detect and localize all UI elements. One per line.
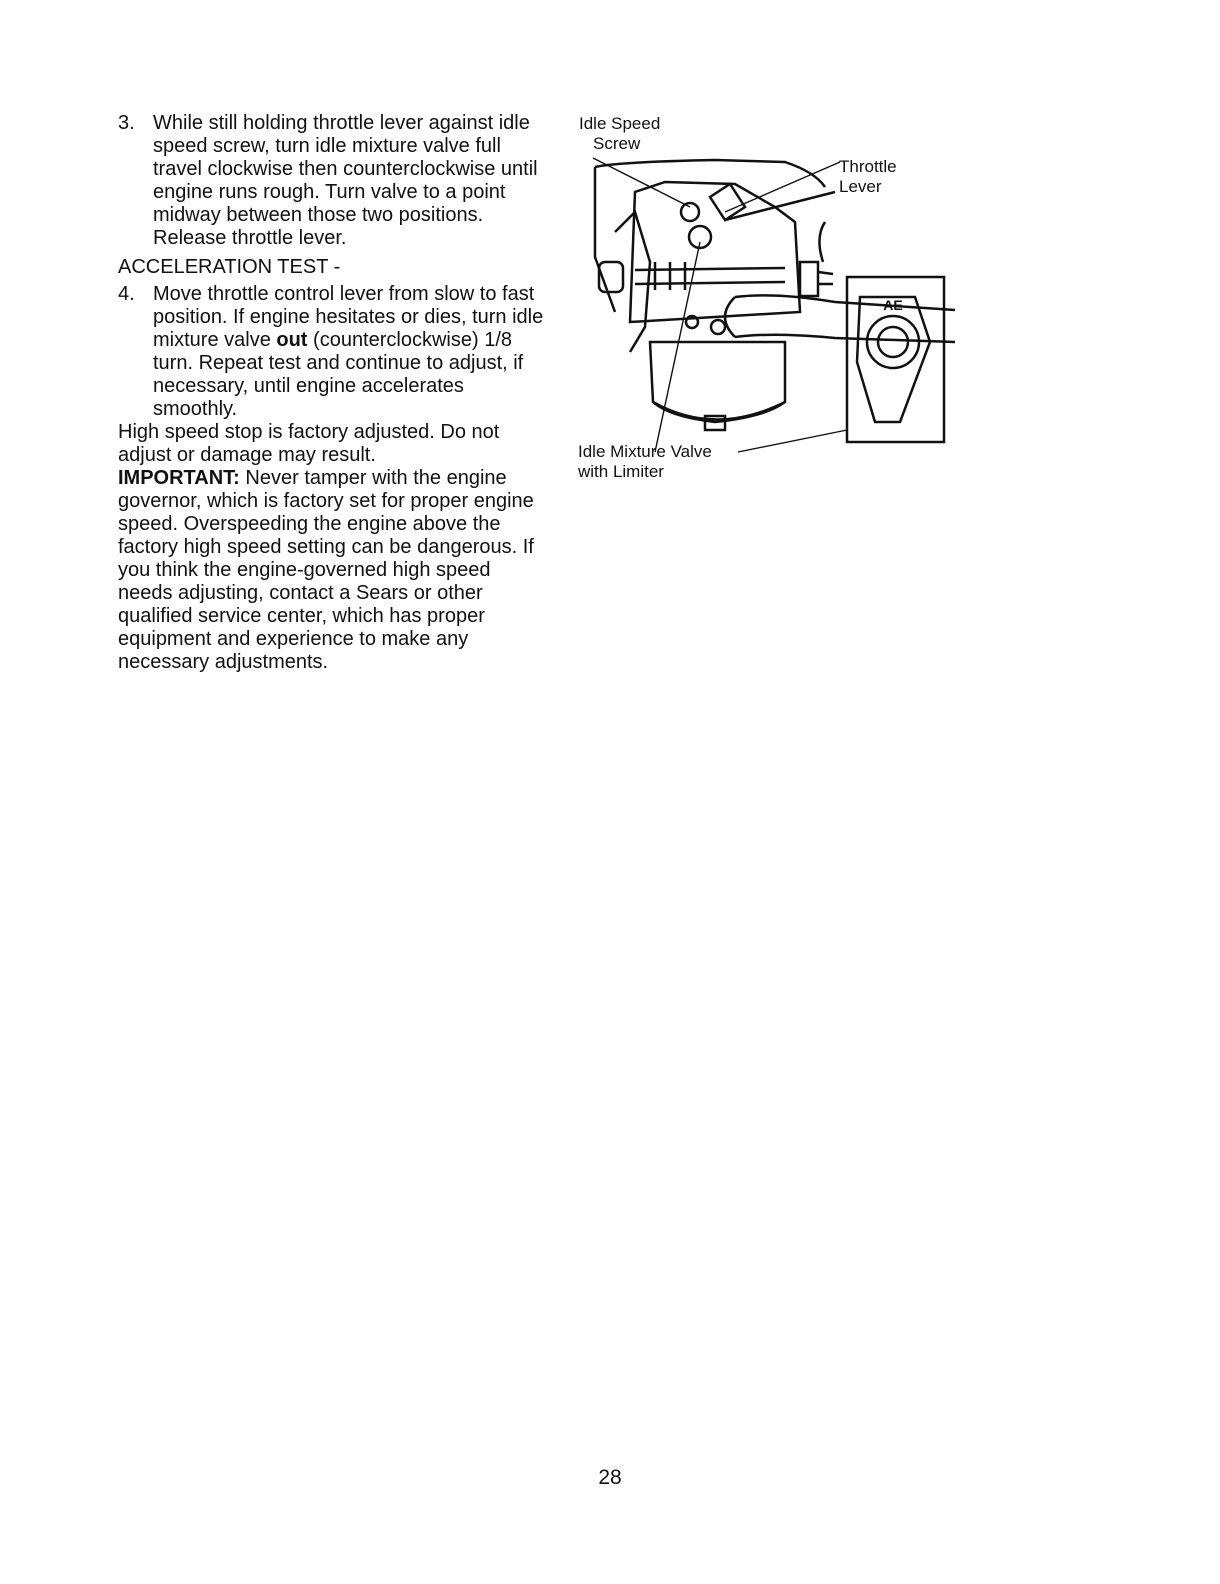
- fuel-line-top: [735, 295, 955, 310]
- label-lever: Lever: [839, 177, 882, 196]
- inset-valve-outer: [867, 316, 919, 368]
- idle-speed-screw-part: [681, 203, 699, 221]
- high-speed-note: High speed stop is factory adjusted. Do not adjust or damage may result.: [118, 421, 500, 466]
- step-4: [118, 283, 548, 421]
- step-text: While still holding throttle lever against idle speed screw, turn idle mixture valve full travel clockwise then counterclockwise until engine runs rough. Turn valve to a point midway between those two positions. Release throttle lever.: [153, 112, 538, 249]
- bold-word: out: [276, 329, 308, 351]
- inset-valve-inner: [878, 327, 908, 357]
- needle-part: [711, 320, 725, 334]
- step-text: Move throttle control lever from slow to fast position. If engine hesitates or dies, turn idle mixture valve out (counterclockwise) 1/8 turn. Repeat test and continue to adjust, if necessary, until engine accelerates smoothly.: [153, 283, 544, 420]
- label-screw: Screw: [593, 134, 641, 153]
- leader-inset: [738, 430, 847, 452]
- shaft-top: [635, 268, 785, 270]
- housing-edge: [595, 167, 615, 312]
- throttle-link: [725, 192, 835, 220]
- right-bolt-thread: [818, 272, 833, 284]
- step-number: 3.: [118, 112, 135, 134]
- page-number: 28: [598, 1466, 622, 1489]
- right-curve: [819, 222, 825, 262]
- leader-idle-mixture: [655, 242, 700, 452]
- throttle-lever-part: [710, 184, 745, 220]
- carburetor-figure: [575, 112, 955, 492]
- shaft-ribs: [655, 262, 685, 290]
- label-throttle: Throttle: [839, 157, 897, 176]
- label-with-limiter: with Limiter: [578, 462, 664, 481]
- important-label: IMPORTANT:: [118, 467, 240, 489]
- shaft-bottom: [635, 282, 785, 284]
- acceleration-test-heading: ACCELERATION TEST -: [118, 256, 341, 278]
- label-idle-mixture: Idle Mixture Valve: [578, 442, 712, 461]
- carburetor-drawing: [575, 112, 955, 492]
- right-bolt: [800, 262, 818, 296]
- inset-mark: AE: [883, 297, 903, 313]
- step-3: [118, 112, 548, 250]
- label-idle-speed: Idle Speed: [579, 114, 661, 133]
- important-note: IMPORTANT: Never tamper with the engine governor, which is factory set for proper engine speed. Overspeeding the engine above the factory high speed setting can be dangerous. If you think the engine-governed high speed needs adjusting, contact a Sears or other qualified service center, which has proper equipment and experience to make any necessary adjustments.: [118, 467, 534, 673]
- step-number: 4.: [118, 283, 135, 305]
- text-column: [118, 112, 548, 674]
